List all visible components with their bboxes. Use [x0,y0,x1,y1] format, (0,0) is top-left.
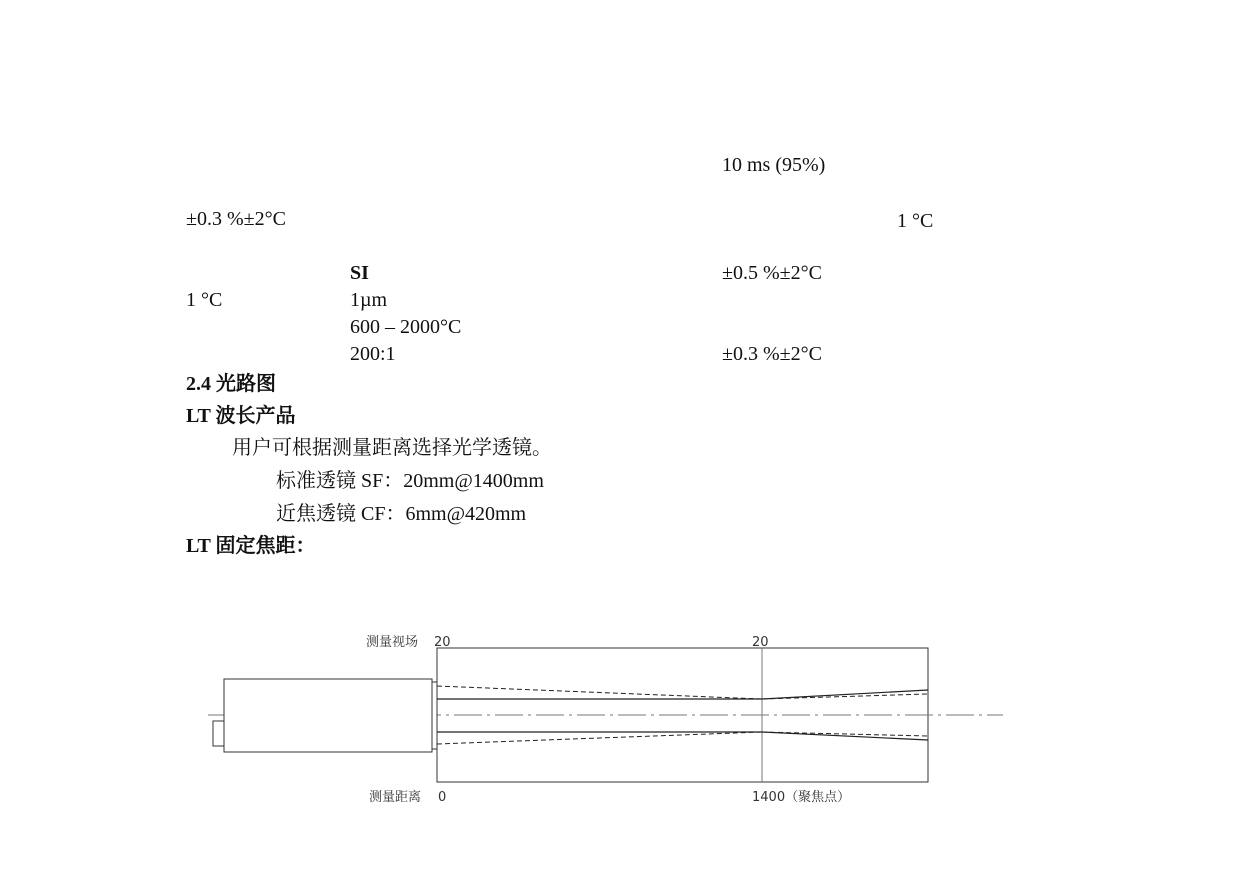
sensor-connector [213,721,224,746]
spec-resolution-b: 1 °C [186,289,223,311]
fov-start-value: 20 [434,635,451,650]
section-intro: 用户可根据测量距离选择光学透镜。 [232,437,552,459]
section-title: 2.4 光路图 [186,373,276,395]
spec-wavelength: 1µm [350,289,388,311]
spec-resolution-a: 1 °C [897,210,934,232]
spec-response-time: 10 ms (95%) [722,154,826,176]
distance-focus-value: 1400（聚焦点） [752,790,851,805]
spec-accuracy-c: ±0.3 %±2°C [722,343,822,365]
beam-outer-top [437,686,762,699]
distance-label: 测量距离 [369,790,422,805]
sensor-lens-ring [432,682,437,749]
spec-si-heading: SI [350,262,369,284]
fov-focus-value: 20 [752,635,769,650]
beam-inner-top-ext [762,690,928,699]
distance-start-value: 0 [438,790,447,805]
section-subtitle: LT 波长产品 [186,405,296,427]
spec-accuracy-a: ±0.3 %±2°C [186,208,286,230]
fixed-focus-heading: LT 固定焦距： [186,535,316,557]
sensor-body [224,679,432,752]
spec-accuracy-b: ±0.5 %±2°C [722,262,822,284]
lens-standard: 标准透镜 SF：20mm@1400mm [276,470,544,492]
lens-closefocus: 近焦透镜 CF：6mm@420mm [276,503,527,525]
spec-range: 600 – 2000°C [350,316,462,338]
fov-label: 测量视场 [366,635,419,650]
beam-inner-bottom-ext [762,732,928,740]
spec-distance-ratio: 200:1 [350,343,396,365]
beam-outer-bottom [437,732,762,744]
